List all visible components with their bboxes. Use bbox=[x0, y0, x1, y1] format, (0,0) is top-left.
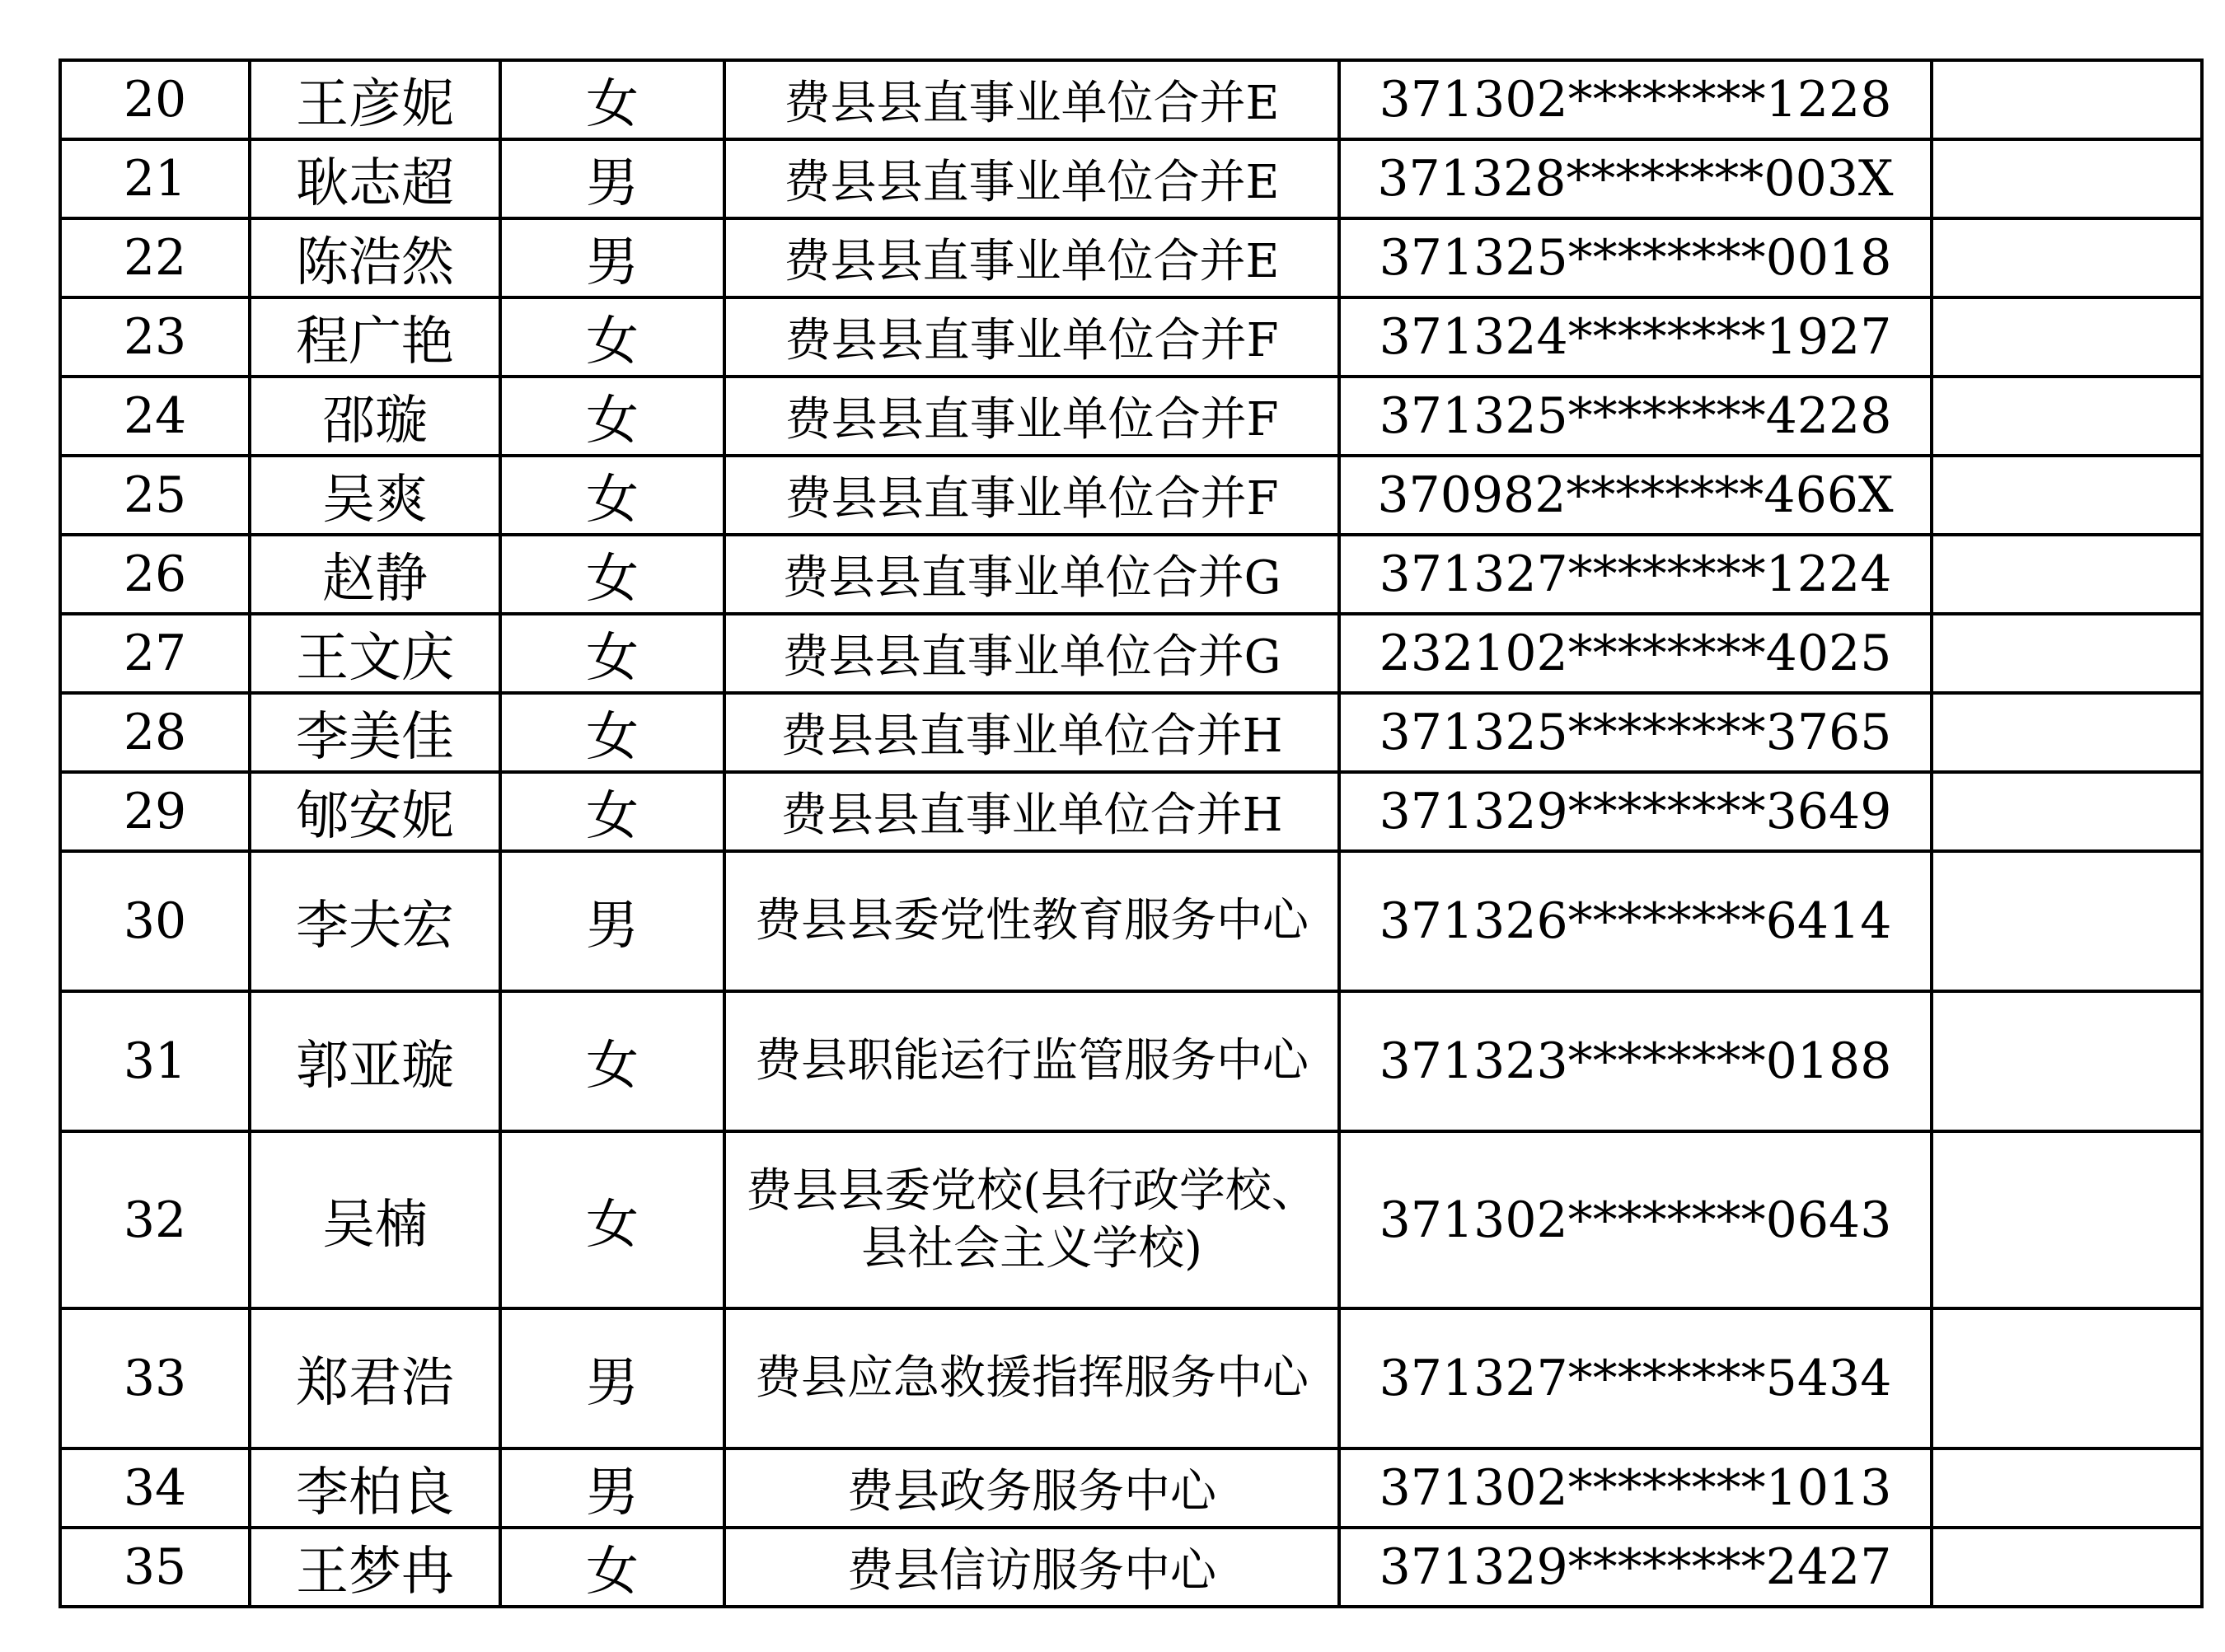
table-row bbox=[60, 851, 2202, 991]
gender-cell: 女 bbox=[500, 1528, 724, 1607]
note-cell bbox=[1932, 1448, 2202, 1528]
note-cell bbox=[1932, 851, 2202, 991]
table-row bbox=[60, 218, 2202, 297]
name-cell: 李夫宏 bbox=[250, 851, 500, 991]
id-number-cell: 371324********1927 bbox=[1339, 297, 1932, 377]
unit-cell: 费县县直事业单位合并E bbox=[724, 139, 1339, 218]
note-cell bbox=[1932, 60, 2202, 139]
table-row bbox=[60, 1448, 2202, 1528]
unit-cell: 费县县委党性教育服务中心 bbox=[724, 851, 1339, 991]
roster-sheet bbox=[59, 58, 2204, 1608]
table-row bbox=[60, 60, 2202, 139]
id-number-cell: 371326********6414 bbox=[1339, 851, 1932, 991]
note-cell bbox=[1932, 218, 2202, 297]
gender-cell: 男 bbox=[500, 1448, 724, 1528]
unit-cell: 费县政务服务中心 bbox=[724, 1448, 1339, 1528]
id-number-cell: 371325********4228 bbox=[1339, 377, 1932, 456]
table-row bbox=[60, 1528, 2202, 1607]
name-cell: 赵静 bbox=[250, 535, 500, 614]
name-cell: 耿志超 bbox=[250, 139, 500, 218]
roster-table bbox=[59, 58, 2204, 1608]
name-cell: 王彦妮 bbox=[250, 60, 500, 139]
name-cell: 陈浩然 bbox=[250, 218, 500, 297]
table-row bbox=[60, 377, 2202, 456]
id-number-cell: 232102********4025 bbox=[1339, 614, 1932, 693]
name-cell: 吴楠 bbox=[250, 1131, 500, 1308]
id-number-cell: 371302********0643 bbox=[1339, 1131, 1932, 1308]
table-row bbox=[60, 693, 2202, 772]
note-cell bbox=[1932, 693, 2202, 772]
table-row bbox=[60, 772, 2202, 851]
gender-cell: 女 bbox=[500, 377, 724, 456]
gender-cell: 男 bbox=[500, 218, 724, 297]
note-cell bbox=[1932, 535, 2202, 614]
note-cell bbox=[1932, 139, 2202, 218]
unit-cell: 费县县直事业单位合并F bbox=[724, 377, 1339, 456]
gender-cell: 女 bbox=[500, 772, 724, 851]
id-number-cell: 371325********0018 bbox=[1339, 218, 1932, 297]
row-number-cell: 28 bbox=[60, 693, 250, 772]
note-cell bbox=[1932, 614, 2202, 693]
id-number-cell: 371328********003X bbox=[1339, 139, 1932, 218]
id-number-cell: 370982********466X bbox=[1339, 456, 1932, 535]
gender-cell: 男 bbox=[500, 139, 724, 218]
unit-cell: 费县职能运行监管服务中心 bbox=[724, 991, 1339, 1131]
name-cell: 王梦冉 bbox=[250, 1528, 500, 1607]
row-number-cell: 31 bbox=[60, 991, 250, 1131]
row-number-cell: 24 bbox=[60, 377, 250, 456]
unit-cell: 费县县直事业单位合并H bbox=[724, 693, 1339, 772]
table-row bbox=[60, 139, 2202, 218]
name-cell: 李美佳 bbox=[250, 693, 500, 772]
note-cell bbox=[1932, 1308, 2202, 1448]
id-number-cell: 371327********5434 bbox=[1339, 1308, 1932, 1448]
gender-cell: 女 bbox=[500, 991, 724, 1131]
table-row bbox=[60, 297, 2202, 377]
gender-cell: 女 bbox=[500, 614, 724, 693]
note-cell bbox=[1932, 772, 2202, 851]
gender-cell: 女 bbox=[500, 1131, 724, 1308]
row-number-cell: 34 bbox=[60, 1448, 250, 1528]
unit-cell: 费县县直事业单位合并H bbox=[724, 772, 1339, 851]
name-cell: 李柏良 bbox=[250, 1448, 500, 1528]
name-cell: 王文庆 bbox=[250, 614, 500, 693]
note-cell bbox=[1932, 1131, 2202, 1308]
unit-cell: 费县县直事业单位合并G bbox=[724, 535, 1339, 614]
unit-cell: 费县县直事业单位合并E bbox=[724, 60, 1339, 139]
row-number-cell: 30 bbox=[60, 851, 250, 991]
unit-cell: 费县信访服务中心 bbox=[724, 1528, 1339, 1607]
row-number-cell: 32 bbox=[60, 1131, 250, 1308]
note-cell bbox=[1932, 1528, 2202, 1607]
gender-cell: 女 bbox=[500, 693, 724, 772]
id-number-cell: 371302********1013 bbox=[1339, 1448, 1932, 1528]
row-number-cell: 20 bbox=[60, 60, 250, 139]
unit-cell: 费县应急救援指挥服务中心 bbox=[724, 1308, 1339, 1448]
unit-cell: 费县县直事业单位合并F bbox=[724, 456, 1339, 535]
row-number-cell: 26 bbox=[60, 535, 250, 614]
row-number-cell: 22 bbox=[60, 218, 250, 297]
note-cell bbox=[1932, 297, 2202, 377]
id-number-cell: 371329********2427 bbox=[1339, 1528, 1932, 1607]
unit-cell: 费县县直事业单位合并E bbox=[724, 218, 1339, 297]
id-number-cell: 371323********0188 bbox=[1339, 991, 1932, 1131]
gender-cell: 女 bbox=[500, 456, 724, 535]
id-number-cell: 371325********3765 bbox=[1339, 693, 1932, 772]
table-row bbox=[60, 1131, 2202, 1308]
name-cell: 吴爽 bbox=[250, 456, 500, 535]
row-number-cell: 29 bbox=[60, 772, 250, 851]
unit-cell: 费县县委党校(县行政学校、县社会主义学校) bbox=[724, 1131, 1339, 1308]
row-number-cell: 25 bbox=[60, 456, 250, 535]
unit-cell: 费县县直事业单位合并G bbox=[724, 614, 1339, 693]
note-cell bbox=[1932, 456, 2202, 535]
note-cell bbox=[1932, 991, 2202, 1131]
gender-cell: 男 bbox=[500, 1308, 724, 1448]
name-cell: 程广艳 bbox=[250, 297, 500, 377]
table-row bbox=[60, 1308, 2202, 1448]
name-cell: 邵璇 bbox=[250, 377, 500, 456]
id-number-cell: 371329********3649 bbox=[1339, 772, 1932, 851]
row-number-cell: 21 bbox=[60, 139, 250, 218]
name-cell: 郇安妮 bbox=[250, 772, 500, 851]
table-row bbox=[60, 535, 2202, 614]
unit-cell: 费县县直事业单位合并F bbox=[724, 297, 1339, 377]
note-cell bbox=[1932, 377, 2202, 456]
gender-cell: 女 bbox=[500, 60, 724, 139]
row-number-cell: 27 bbox=[60, 614, 250, 693]
id-number-cell: 371302********1228 bbox=[1339, 60, 1932, 139]
row-number-cell: 35 bbox=[60, 1528, 250, 1607]
gender-cell: 女 bbox=[500, 535, 724, 614]
gender-cell: 女 bbox=[500, 297, 724, 377]
gender-cell: 男 bbox=[500, 851, 724, 991]
roster-body bbox=[60, 60, 2202, 1607]
table-row bbox=[60, 614, 2202, 693]
name-cell: 郑君浩 bbox=[250, 1308, 500, 1448]
table-row bbox=[60, 456, 2202, 535]
table-row bbox=[60, 991, 2202, 1131]
row-number-cell: 33 bbox=[60, 1308, 250, 1448]
id-number-cell: 371327********1224 bbox=[1339, 535, 1932, 614]
row-number-cell: 23 bbox=[60, 297, 250, 377]
name-cell: 郭亚璇 bbox=[250, 991, 500, 1131]
